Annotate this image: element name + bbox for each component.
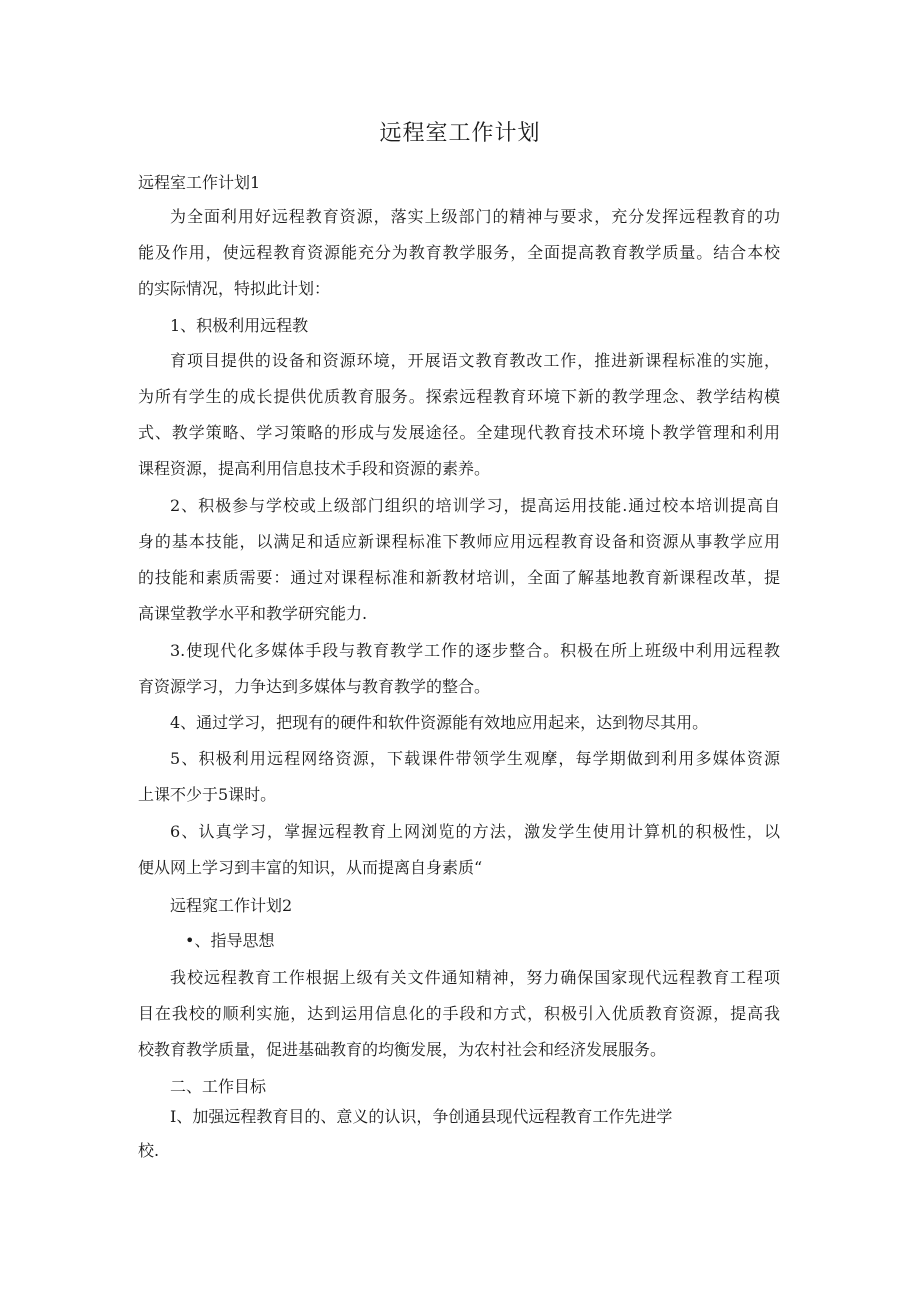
paragraph-line: 校教育教学质量，促进基础教育的均衡发展，为农村社会和经济发展服务。 xyxy=(138,1040,667,1059)
paragraph-line: 1、积极利用远程教 xyxy=(170,316,309,335)
section-heading-plan-1: 远程室工作计划1 xyxy=(138,173,261,192)
paragraph-line: 4、通过学习，把现有的硬件和软件资源能有效地应用起来，达到物尽其用。 xyxy=(170,713,709,732)
paragraph-line: 能及作用，使远程教育资源能充分为教育教学服务，全面提高教育教学质量。结合本校 xyxy=(138,243,780,262)
paragraph-line: 上课不少于5课时。 xyxy=(138,785,277,804)
paragraph-line: 我校远程教育工作根据上级有关文件通知精神，努力确保国家现代远程教育工程项 xyxy=(170,968,780,987)
paragraph-line: 2、积极参与学校或上级部门组织的培训学习，提高运用技能.通过校本培训提高自 xyxy=(170,496,780,515)
paragraph-line: 3.使现代化多媒体手段与教育教学工作的逐步整合。积极在所上班级中利用远程教 xyxy=(170,641,780,660)
paragraph-line: 为全面利用好远程教育资源，落实上级部门的精神与要求，充分发挥远程教育的功 xyxy=(170,207,780,226)
paragraph-line: 身的基本技能，以满足和适应新课程标准下教师应用远程教育设备和资源从事教学应用 xyxy=(138,532,780,551)
paragraph-line: 目在我校的顺利实施，达到运用信息化的手段和方式，积极引入优质教育资源，提高我 xyxy=(138,1004,780,1023)
section-heading-plan-2: 远程窕工作计划2 xyxy=(170,896,293,915)
subheading-work-goals: 二、工作目标 xyxy=(170,1077,267,1096)
paragraph-line: 6、认真学习，掌握远程教育上网浏览的方法，激发学生使用计算机的积极性，以 xyxy=(170,822,780,841)
paragraph-line: 校. xyxy=(138,1141,160,1160)
paragraph-line: I、加强远程教育目的、意义的认识，争创通县现代远程教育工作先进学 xyxy=(170,1107,673,1126)
paragraph-line: 的技能和素质需要：通过对课程标准和新教材培训，全面了解基地教育新课程改革，提 xyxy=(138,568,780,587)
paragraph-line: 高课堂教学水平和教学研究能力. xyxy=(138,604,368,623)
paragraph-line: 式、教学策略、学习策略的形成与发展途径。全建现代教育技术环境卜教学管理和利用 xyxy=(138,423,780,442)
document-title: 远程室工作计划 xyxy=(379,121,541,146)
paragraph-line: 育项目提供的设备和资源环境，开展语文教育教改工作，推进新课程标准的实施， xyxy=(170,351,780,370)
paragraph-line: 的实际情况，特拟此计划： xyxy=(138,279,331,298)
subheading-guiding-thought: •、指导思想 xyxy=(185,931,275,950)
paragraph-line: 为所有学生的成长提供优质教育服务。探索远程教育环境下新的教学理念、教学结构模 xyxy=(138,387,780,406)
paragraph-line: 育资源学习，力争达到多媒体与教育教学的整合。 xyxy=(138,677,491,696)
paragraph-line: 便从网上学习到丰富的知识，从而提离自身素质“ xyxy=(138,858,483,877)
paragraph-line: 课程资源，提高利用信息技术手段和资源的素养。 xyxy=(138,459,491,478)
paragraph-line: 5、积极利用远程网络资源，下载课件带领学生观摩，每学期做到利用多媒体资源 xyxy=(170,749,780,768)
